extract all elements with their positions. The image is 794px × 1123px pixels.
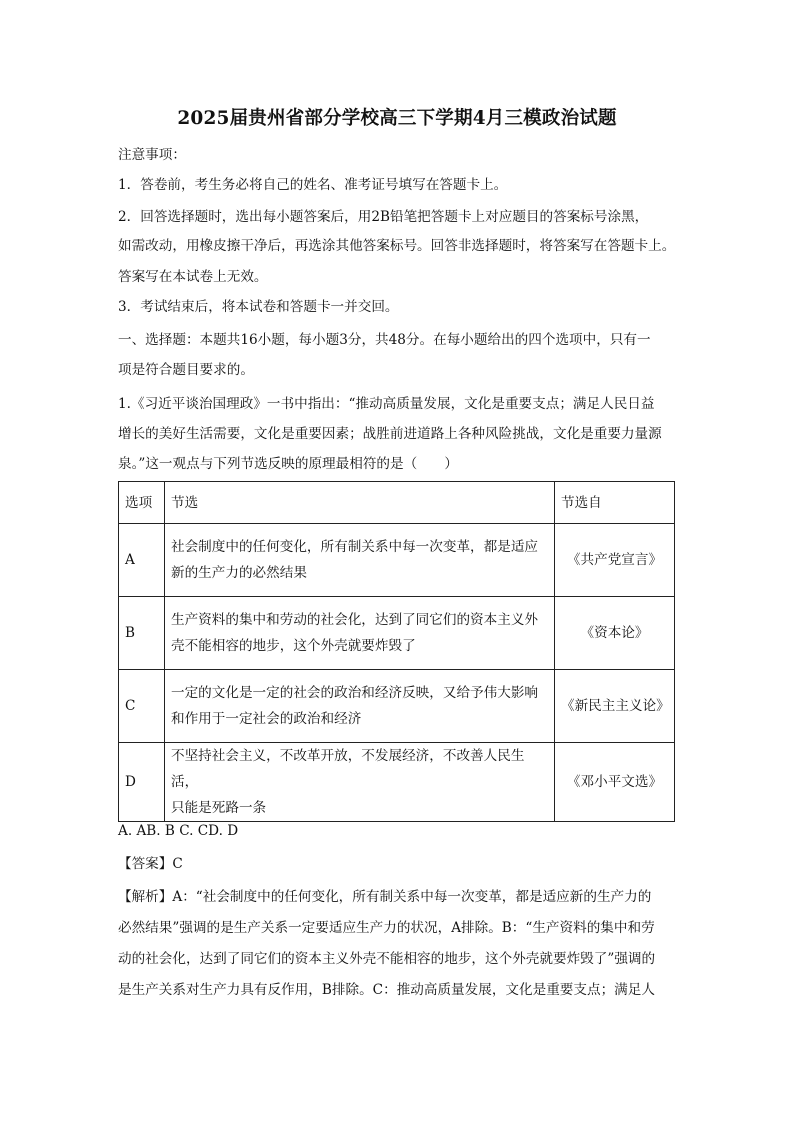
excerpt-line: 只能是死路一条	[171, 800, 267, 816]
notice-heading: 注意事项：	[118, 147, 186, 163]
options-table	[118, 481, 675, 822]
excerpt-cell	[165, 670, 555, 743]
notice-item: 3．考试结束后，将本试卷和答题卡一并交回。	[118, 299, 399, 315]
option-letter: A	[119, 524, 165, 597]
analysis-line: 必然结果”强调的是生产关系一定要适应生产力的状况，A排除。B：“生产资料的集中和劳	[118, 920, 655, 936]
table-row	[119, 670, 675, 743]
source-cell: 《共产党宣言》	[555, 524, 675, 597]
option-letter: C	[119, 670, 165, 743]
question-stem: 1.《习近平谈治国理政》一书中指出：“推动高质量发展，文化是重要支点；满足人民日益	[118, 396, 655, 412]
question-stem: 增长的美好生活需要，文化是重要因素；战胜前进道路上各种风险挑战，文化是重要力量源	[118, 426, 662, 442]
excerpt-line: 壳不能相容的地步，这个外壳就要炸毁了	[171, 638, 416, 654]
option-letter: D	[119, 743, 165, 822]
answer-choices: A. AB. B C. CD. D	[118, 823, 239, 839]
table-header-cell: 节选	[165, 482, 555, 524]
excerpt-line: 和作用于一定社会的政治和经济	[171, 711, 362, 727]
table-row	[119, 524, 675, 597]
excerpt-cell	[165, 597, 555, 670]
notice-item: 1．答卷前，考生务必将自己的姓名、准考证号填写在答题卡上。	[118, 177, 508, 193]
section-instructions: 一、选择题：本题共16小题，每小题3分，共48分。在每小题给出的四个选项中，只有一	[118, 332, 651, 348]
analysis-line: 【解析】A：“社会制度中的任何变化，所有制关系中每一次变革，都是适应新的生产力的	[118, 889, 652, 905]
table-header-cell: 选项	[119, 482, 165, 524]
page-title: 2025届贵州省部分学校高三下学期4月三模政治试题	[177, 108, 617, 129]
notice-item: 如需改动，用橡皮擦干净后，再选涂其他答案标号。回答非选择题时，将答案写在答题卡上。	[118, 238, 676, 254]
excerpt-line: 社会制度中的任何变化，所有制关系中每一次变革，都是适应	[171, 539, 539, 555]
excerpt-line: 一定的文化是一定的社会的政治和经济反映，又给予伟大影响	[171, 685, 539, 701]
analysis-line: 动的社会化，达到了同它们的资本主义外壳不能相容的地步，这个外壳就要炸毁了”强调的	[118, 951, 656, 967]
excerpt-line: 新的生产力的必然结果	[171, 565, 307, 581]
table-header-cell: 节选自	[555, 482, 675, 524]
source-cell: 《邓小平文选》	[555, 743, 675, 822]
analysis-line: 是生产关系对生产力具有反作用，B排除。C：推动高质量发展，文化是重要支点；满足人	[118, 982, 655, 998]
source-cell: 《资本论》	[555, 597, 675, 670]
notice-item: 答案写在本试卷上无效。	[118, 269, 268, 285]
table-row	[119, 597, 675, 670]
excerpt-line: 不坚持社会主义，不改革开放，不发展经济，不改善人民生活，	[171, 748, 525, 790]
question-stem: 泉。”这一观点与下列节选反映的原理最相符的是（ ）	[118, 456, 458, 472]
excerpt-line: 生产资料的集中和劳动的社会化，达到了同它们的资本主义外	[171, 612, 539, 628]
table-row	[119, 743, 675, 822]
excerpt-cell	[165, 524, 555, 597]
answer: 【答案】C	[118, 856, 183, 872]
section-instructions: 项是符合题目要求的。	[118, 362, 254, 378]
table-header-row	[119, 482, 675, 524]
source-cell: 《新民主主义论》	[555, 670, 675, 743]
excerpt-cell	[165, 743, 555, 822]
notice-item: 2．回答选择题时，选出每小题答案后，用2B铅笔把答题卡上对应题目的答案标号涂黑，	[118, 209, 649, 225]
option-letter: B	[119, 597, 165, 670]
